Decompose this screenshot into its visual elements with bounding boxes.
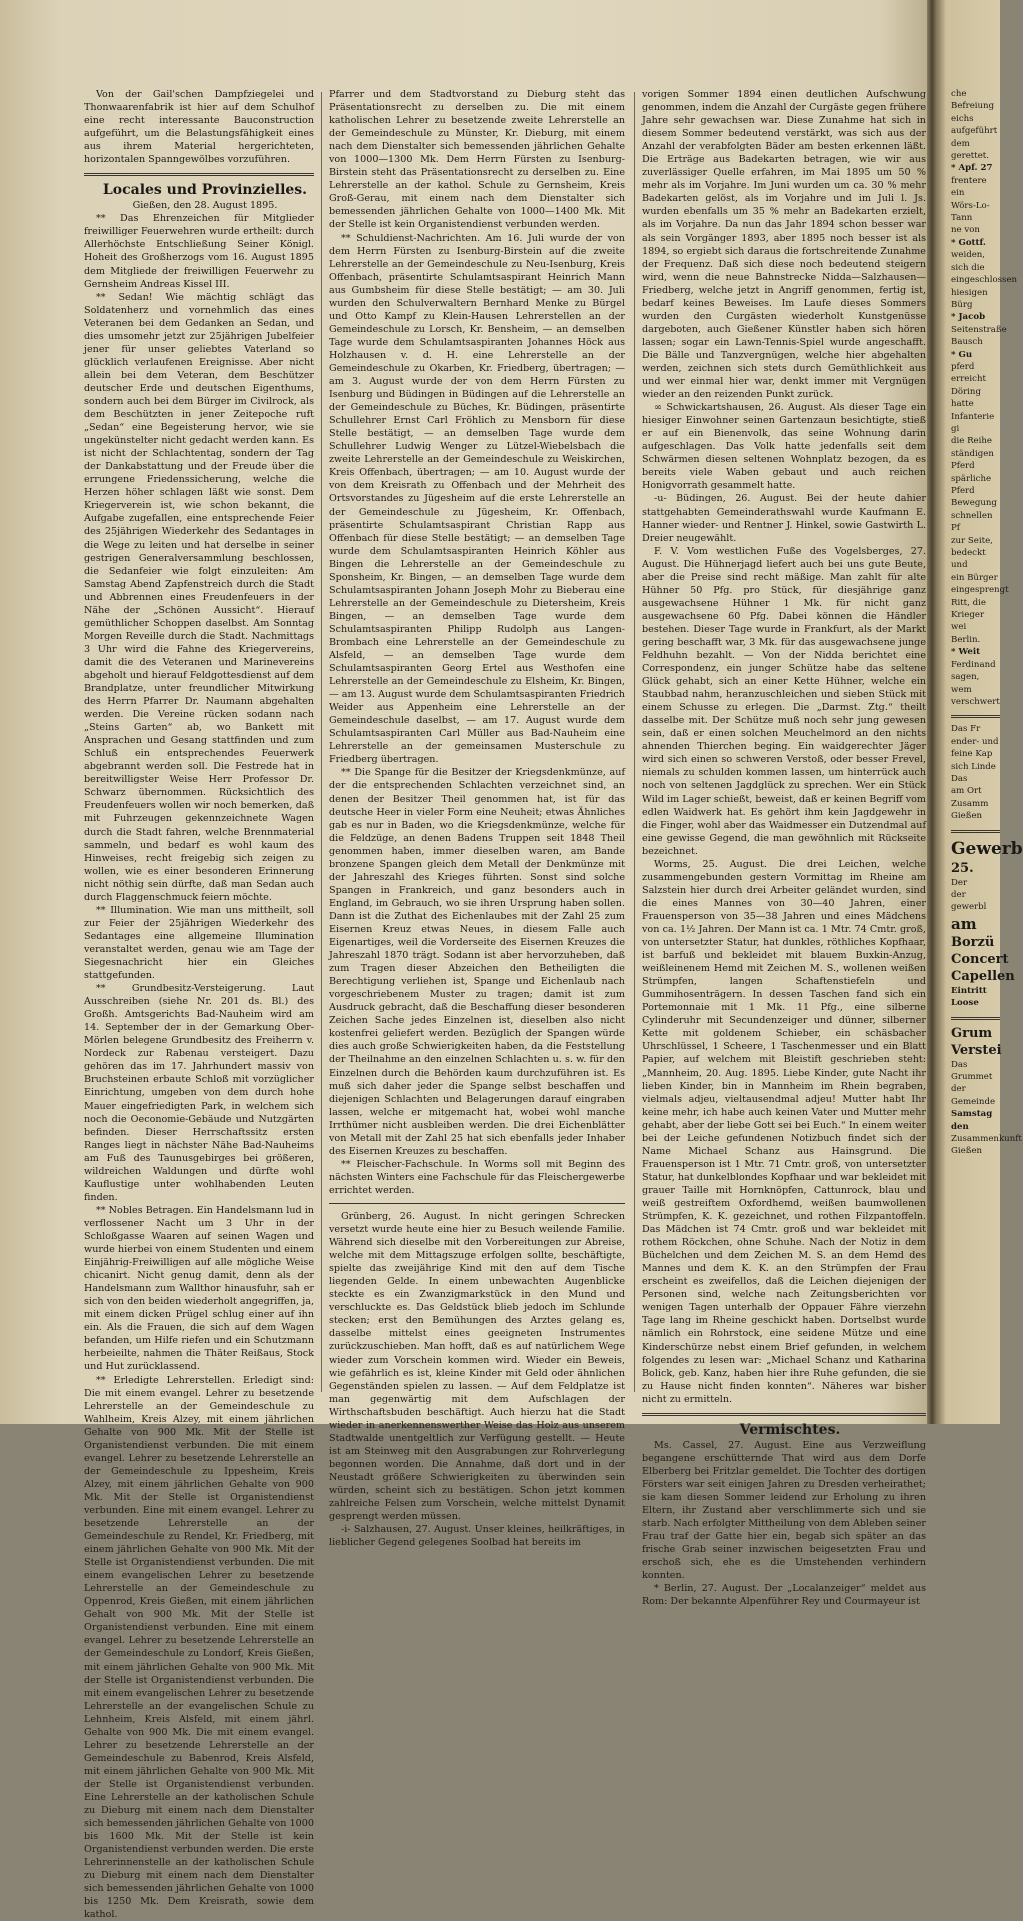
article-cassel: Ms. Cassel, 27. August. Eine aus Verzweiflung begangene erschütternde That wird aus dem Dorfe Elberberg bei Fritzlar gemeldet. Die Tochter des dortigen Försters war seit einigen Jahren zu Dresden verheirathet; sie kam diesen Sommer leidend zur Erholung zu ihren Eltern, ihr Zustand aber verschlimmerte sich und sie starb. Nach erfolgter Mittheilung von dem Ableben seiner Frau traf der Gatte hier ein, begab sich später an das frische Grab seiner inzwischen beigesetzten Frau und erschoß sich, ehe es die Umstehenden verhindern konnten. bbox=[642, 1439, 926, 1583]
fragment-line: ne von bbox=[951, 224, 1000, 236]
fragment-line: * Weit bbox=[951, 646, 1000, 658]
ad-heading: Verstei bbox=[951, 1042, 1000, 1059]
fragment-line: Samstag den bbox=[951, 1108, 1000, 1133]
article-salzhausen-cont: vorigen Sommer 1894 einen deutlichen Aufschwung genommen, indem die Anzahl der Curgäste gegen frühere Jahre sehr gewachsen war. Diese Zunahme hat sich in diesem Sommer bedeutend verstärkt, was sich aus der Anzahl der verabfolgten Bäder am besten erkennen läßt. Die Erträge aus Badekarten betragen, wie wir aus zuverlässiger Quelle erfahren, im Mai 1895 um 50 % mehr als im Vorjahre. Im Juni wurden um ca. 30 % mehr Badekarten gelöst, als im Vorjahre und im Juli l. Js. wurden ebenfalls um 35 % mehr an Badekarten erzielt, als im Vorjahre. Da nun das Jahr 1894 schon besser war als sein Vorgänger 1893, aber 1895 noch besser ist als 1894, so ergiebt sich daraus die fortschreitende Zunahme der Frequenz. Daß sich diese noch bedeutend steigern wird, wenn die neue Bahnstrecke Nidda—Salzhausen—Friedberg, welche jetzt in Angriff genommen, fertig ist, bedarf keines Beweises. Im Laufe dieses Sommers wurden den Curgästen wiederholt Kunstgenüsse dargeboten, auch Gießener Künstler haben sich hören lassen; sogar ein Lawn-Tennis-Spiel wurde angeschafft. Die Bälle und Tanzvergnügen, welche hier abgehalten werden, zeichnen sich stets durch Gemüthlichkeit aus und wer einmal hier war, denkt immer mit Vergnügen wieder an den reizenden Punkt zurück. bbox=[642, 88, 926, 401]
ad-rule bbox=[951, 830, 1000, 833]
fragment-line: sagen, wem bbox=[951, 671, 1000, 696]
fragment-line: eichs aufgeführt bbox=[951, 113, 1000, 138]
fragment-line: feine Kap bbox=[951, 748, 1000, 760]
fragment-line: schnellen Pf bbox=[951, 510, 1000, 535]
fragment-line: ender- und bbox=[951, 736, 1000, 748]
article-lehrerstellen-cont: Pfarrer und dem Stadtvorstand zu Dieburg steht das Präsentationsrecht zu derselben zu. Die mit einem katholischen Lehrer zu besetzende zweite Lehrerstelle an der Gemeindeschule zu Münster, Kr. Dieburg, mit einem nach dem Dienstalter sich bemessenden jährlichen Gehalte von 1000—1300 Mk. Dem Herrn Fürsten zu Isenburg-Birstein steht das Präsentationsrecht zu derselben zu. Eine Lehrerstelle an der kathol. Schule zu Gernsheim, Kreis Groß-Gerau, mit einem nach dem Dienstalter sich bemessenden jährlichen Gehalte von 1000—1400 Mk. Mit der Stelle ist kein Organistendienst verbunden werden. bbox=[329, 88, 625, 232]
fragment-line: weiden, sich die bbox=[951, 249, 1000, 274]
ad-heading: Capellen bbox=[951, 968, 1000, 985]
article-buedingen: -u- Büdingen, 26. August. Bei der heute dahier stattgehabten Gemeinderathswahl wurde Kaufmann E. Hanner wieder- und Rentner J. Hinkel, sowie Gastwirth L. Dreier neugewählt. bbox=[642, 492, 926, 544]
fragment-line: Döring hatte bbox=[951, 386, 1000, 411]
fragment-line: bedeckt und bbox=[951, 547, 1000, 572]
ad-heading: Borzü bbox=[951, 934, 1000, 951]
section-title-vermischtes: Vermischtes. bbox=[642, 1421, 926, 1439]
fragment-line: eingeschlossen bbox=[951, 274, 1000, 286]
article-gail-ziegelei: Von der Gail'schen Dampfziegelei und Thonwaarenfabrik ist hier auf dem Schulhof eine recht interessante Bauconstruction aufgeführt, um die Belastungsfähigkeit eines aus ihrem Material hergerichteten, horizontalen Spanngewölbes vorzuführen. bbox=[84, 88, 314, 166]
article-salzhausen: -i- Salzhausen, 27. August. Unser kleines, heilkräftiges, in lieblicher Gegend gelegenes Soolbad hat bereits im bbox=[329, 1523, 625, 1549]
article-schuldienst: ** Schuldienst-Nachrichten. Am 16. Juli wurde der von dem Herrn Fürsten zu Isenburg-Birstein auf die zweite Lehrerstelle an der Gemeindeschule zu Neu-Isenburg, Kreis Offenbach, präsentirte Schulamtsaspirant Heinrich Mann aus Gumbsheim für diese Stelle bestätigt; — am 30. Juli wurden den Schulverwaltern Bernhard Menke zu Bürgel und Otto Kampf zu Klein-Hausen Lehrerstellen an der Gemeindeschule zu Lorsch, Kr. Bensheim, — an demselben Tage wurde dem Schulamtsaspiranten Johannes Höck aus Holzhausen v. d. H. eine Lehrerstelle an der Gemeindeschule zu Okarben, Kr. Friedberg, übertragen; — am 3. August wurde der von dem Herrn Fürsten zu Isenburg und Büdingen in Büdingen auf die Lehrerstelle an der Gemeindeschule zu Büches, Kr. Büdingen, präsentirte Schullehrer Ernst Carl Fröhlich zu Mensborn für diese Stelle bestätigt, — an demselben Tage wurde dem Schullehrer Ludwig Wenger zu Lützel-Wiebelsbach die zweite Lehrerstelle an der Gemeindeschule zu Weiskirchen, Kreis Offenbach, übertragen; — am 10. August wurde der von dem Kreisrath zu Offenbach und der Mehrheit des Ortsvorstandes zu Jügesheim auf die erste Lehrerstelle an der Gemeindeschule zu Jügesheim, Kr. Offenbach, präsentirte Schulamtsaspirant Christian Rapp aus Offenbach für diese Stelle bestätigt; — an demselben Tage wurde dem Schulamtsaspiranten Heinrich Köhler aus Bingen die Lehrerstelle an der Gemeindeschule zu Sponsheim, Kr. Bingen, — an demselben Tage wurde dem Schulamtsaspiranten Johann Joseph Mohr zu Bieberau eine Lehrerstelle an der Gemeindeschule zu Dietersheim, Kreis Bingen, — an demselben Tage wurde dem Schulamtsaspiranten Philipp Rudolph aus Langen-Brombach eine Lehrerstelle an der Gemeindeschule zu Alsfeld, — an demselben Tage wurde dem Schulamtsaspiranten Georg Ertel aus Westhofen eine Lehrerstelle an der Gemeindeschule zu Elsheim, Kr. Bingen, — am 13. August wurde dem Schulamtsaspiranten Friedrich Weider aus Appenheim eine Lehrerstelle an der Gemeindeschule daselbst, — am 17. August wurde dem Schulamtsaspiranten Carl Müller aus Bad-Nauheim eine Lehrerstelle an der gemeinsamen Musterschule zu Friedberg übertragen. bbox=[329, 232, 625, 767]
fragment-line: zur Seite, bbox=[951, 535, 1000, 547]
column-1 bbox=[84, 88, 314, 1398]
fragment-line: * Apf. 27 bbox=[951, 162, 1000, 174]
fragment-line: Krieger wei bbox=[951, 609, 1000, 634]
fragment-line: sich Linde bbox=[951, 761, 1000, 773]
section-title-locales: Locales und Provinzielles. bbox=[84, 181, 314, 199]
dateline: Gießen, den 28. August 1895. bbox=[84, 199, 314, 212]
fragment-line: dem gerettet. bbox=[951, 138, 1000, 163]
fragment-line: Ferdinand bbox=[951, 659, 1000, 671]
article-illumination: ** Illumination. Wie man uns mittheilt, soll zur Feier der 25jährigen Wiederkehr des Sedantages eine allgemeine Illumination veranstaltet werden, genau wie am Tage der Siegesnachricht hier ein Gleiches stattgefunden. bbox=[84, 904, 314, 982]
fragment-line: * Jacob bbox=[951, 311, 1000, 323]
fragment-line: hiesigen Bürg bbox=[951, 287, 1000, 312]
article-gruenberg: Grünberg, 26. August. In nicht geringen Schrecken versetzt wurde heute eine hier zu Besuch weilende Familie. Während sich dieselbe mit den Vorbereitungen zur Abreise, welche mit dem Mittagszuge erfolgen sollte, beschäftigte, spielte das zweijährige Kind mit den auf dem Tische liegenden Gelde. In einem unbewachten Augenblicke steckte es ein Zwanzigmarkstück in den Mund und verschluckte es. Das Geldstück blieb jedoch im Schlunde stecken; erst den Bemühungen des Arztes gelang es, dasselbe mittelst eines geeigneten Instrumentes zurückzuschieben. Man hofft, daß es auf natürlichem Wege wieder zum Vorschein kommen wird. Wieder ein Beweis, wie gefährlich es ist, kleine Kinder mit Geld oder ähnlichen Gegenständen spielen zu lassen. — Auf dem Feldplatze ist man gegenwärtig mit dem Aufschlagen der Wirthschaftsbuden beschäftigt. Auch hierzu hat die Stadt wieder in anerkennenswerther Weise das Holz aus unserem Stadtwalde unentgeltlich zur Verfügung gestellt. — Heute ist am Steinweg mit den Ausgrabungen zur Rohrverlegung begonnen worden. Die Annahme, daß dort und in der Neustadt größere Schwierigkeiten zu überwinden sein würden, scheint sich zu bestätigen. Schon jetzt kommen zahlreiche Felsen zum Vorschein, welche mittelst Dynamit gesprengt werden müssen. bbox=[329, 1210, 625, 1523]
article-rule bbox=[329, 1203, 625, 1204]
section-rule bbox=[84, 173, 314, 176]
fragment-line: der gewerbl bbox=[951, 889, 1000, 914]
column-3 bbox=[642, 88, 926, 1398]
fragment-line: Wörs-Lo-Tann bbox=[951, 200, 1000, 225]
fragment-line: Infanterie gi bbox=[951, 411, 1000, 436]
fragment-line: die Reihe bbox=[951, 435, 1000, 447]
fragment-line: ständigen Pferd bbox=[951, 448, 1000, 473]
article-berlin: * Berlin, 27. August. Der „Localanzeiger“ meldet aus Rom: Der bekannte Alpenführer Rey und Courmayeur ist bbox=[642, 1582, 926, 1608]
fragment-line: * Gu bbox=[951, 349, 1000, 361]
fragment-line: Seitenstraße bbox=[951, 324, 1000, 336]
fragment-line: Gießen bbox=[951, 1145, 1000, 1157]
fragment-line: spärliche Pferd bbox=[951, 473, 1000, 498]
fragment-line: am Ort bbox=[951, 785, 1000, 797]
article-nobles-betragen: ** Nobles Betragen. Ein Handelsmann lud in verflossener Nacht um 3 Uhr in der Schloßgasse Waaren auf seinen Wagen und wurde hierbei von einem Studenten und einem Einjährig-Freiwilligen auf alle mögliche Weise chicanirt. Nicht genug damit, denn als der Handelsmann zum Wallthor hinausfuhr, sah er sich von den beiden wiederholt angegriffen, ja, mit einem dicken Prügel schlug einer auf ihn ein. Als die Frauen, die sich auf dem Wagen befanden, um Hilfe riefen und ein Schutzmann herbeieilte, nahmen die Thäter Reißaus, Stock und Hut zurücklassend. bbox=[84, 1204, 314, 1374]
ad-heading: Gewerb bbox=[951, 838, 1000, 860]
fragment-line: Zusamm bbox=[951, 798, 1000, 810]
fragment-line: * Gottf. bbox=[951, 237, 1000, 249]
article-worms: Worms, 25. August. Die drei Leichen, welche zusammengebunden gestern Vormittag im Rheine am Salzstein hier durch drei Arbeiter geländet wurden, sind die eines Mannes von 30—40 Jahren, einer Frauensperson von 35—38 Jahren und eines Mädchens von ca. 1½ Jahren. Der Mann ist ca. 1 Mtr. 74 Cmtr. groß, von untersetzter Statur, hat dunkles, röthliches Kopfhaar, ist barfuß und bekleidet mit blauem Buxkin-Anzug, weißleinenem Hemd mit Zeichen M. S., wollenen weißen Strümpfen, langen Schaftenstiefeln und Gummihosenträgern. In dessen Taschen fand sich ein Portemonnaie mit 1 Mk. 11 Pfg., eine silberne Cylinderuhr mit Secundenzeiger und dünner, silberner Kette mit goldenem Schieber, ein schäsbacher Uhrschlüssel, 1 Scheere, 1 Taschenmesser und ein Blatt Papier, auf welchem mit Bleistift geschrieben steht: „Mannheim, 20. Aug. 1895. Liebe Kinder, gute Nacht ihr lieben Kinder, bin in Mannheim im Rhein begraben, vielmals adjeu, vieltausendmal adjeu! Mutter habt Ihr keine mehr, ich habe auch keinen Vater und Mutter mehr gehabt, aber der liebe Gott sei bei Euch.“ In einem weiter bei der Leiche gefundenen Notizbuch findet sich der Name Michael Schanz aus Hainsgrund. Die Frauensperson ist 1 Mtr. 71 Cmtr. groß, von untersetzter Statur, hat dunkelblondes Kopfhaar und war bekleidet mit grauer Taille mit Hornknöpfen, Cattunrock, blau und weiß gestreiftem Oxfordhemd, weißen baumwollenen Strümpfen, K. K. gezeichnet, und rothen Filzpantoffeln. Das Mädchen ist 74 Cmtr. groß und war bekleidet mit rothem Röckchen, ohne Schuhe. Nach der Notiz in dem Büchelchen und dem Zeichen M. S. an dem Hemd des Mannes und dem K. K. an den Strümpfen der Frau erscheint es zweifellos, daß die Leichen diejenigen der Personen sind, welche nach Zeitungsberichten vor wenigen Tagen unterhalb der Oppauer Fähre vierzehn Tage lang im Rheine geschickt haben. Dortselbst wurde nämlich ein Rohrstock, eine seidene Mütze und eine Kinderschürze nebst einem Brief gefunden, in welchem folgendes zu lesen war: „Michael Schanz und Katharina Bolick, geb. Kanz, haben hier ihre Ruhe gefunden, die sie zu Hause nicht finden konnten“. Näheres war bisher nicht zu ermitteln. bbox=[642, 858, 926, 1406]
column-divider bbox=[321, 92, 322, 1392]
fragment-line: eingesprengt bbox=[951, 584, 1000, 596]
column-2 bbox=[329, 88, 625, 1398]
column-divider bbox=[634, 92, 635, 1392]
page-binding-gutter bbox=[927, 0, 937, 1424]
fragment-line: frentere ein bbox=[951, 175, 1000, 200]
article-schwickartshausen: ∞ Schwickartshausen, 26. August. Als dieser Tage ein hiesiger Einwohner seinen Gartenzaun besichtigte, stieß er auf ein Bienenvolk, das seine Wohnung darin aufgeschlagen. Das Volk hatte jedenfalls seit dem Schwärmen diesen seltenen Wohnplatz bezogen, da es bereits viele Waben gebaut und auch reichen Honigvorrath gesammelt hatte. bbox=[642, 401, 926, 492]
fragment-line: pferd erreicht bbox=[951, 361, 1000, 386]
article-ehrenzeichen: ** Das Ehrenzeichen für Mitglieder freiwilliger Feuerwehren wurde ertheilt: durch Allerhöchste Entschließung Seiner Königl. Hoheit des Großherzogs vom 16. August 1895 dem Mitgliede der freiwilligen Feuerwehr zu Gernsheim Andreas Kissel III. bbox=[84, 212, 314, 290]
fragment-line: Berlin. bbox=[951, 634, 1000, 646]
fragment-line: che Befreiung bbox=[951, 88, 1000, 113]
article-lehrerstellen: ** Erledigte Lehrerstellen. Erledigt sind: Die mit einem evangel. Lehrer zu besetzende Lehrerstelle an der Gemeindeschule zu Wahlheim, Kreis Alzey, mit einem jährlichen Gehalte von 900 Mk. Mit der Stelle ist Organistendienst verbunden. Die mit einem evangel. Lehrer zu besetzende Lehrerstelle an der Gemeindeschule zu Ippesheim, Kreis Alzey, mit einem jährlichen Gehalte von 900 Mk. Mit der Stelle ist Organistendienst verbunden. Eine mit einem evangel. Lehrer zu besetzende Lehrerstelle an der Gemeindeschule zu Rendel, Kr. Friedberg, mit einem jährlichen Gehalte von 900 Mk. Mit der Stelle ist Organistendienst verbunden. Die mit einem evangelischen Lehrer zu besetzende Lehrerstelle an der Gemeindeschule zu Oppenrod, Kreis Gießen, mit einem jährlichen Gehalt von 900 Mk. Mit der Stelle ist Organistendienst verbunden. Eine mit einem evangel. Lehrer zu besetzende Lehrerstelle an der Gemeindeschule zu Londorf, Kreis Gießen, mit einem jährlichen Gehalte von 900 Mk. Mit der Stelle ist Organistendienst verbunden. Die mit einem evangelischen Lehrer zu besetzende Lehrerstelle an der evangelischen Schule zu Lehnheim, Kreis Alsfeld, mit einem jährl. Gehalte von 900 Mk. Die mit einem evangel. Lehrer zu besetzende Lehrerstelle an der Gemeindeschule zu Babenrod, Kreis Alsfeld, mit einem jährlichen Gehalte von 900 Mk. Mit der Stelle ist Organistendienst verbunden. Eine Lehrerstelle an der katholischen Schule zu Dieburg mit einem nach dem Dienstalter sich bemessenden jährlichen Gehalte von 1000 bis 1600 Mk. Mit der Stelle ist kein Organistendienst verbunden werden. Die erste Lehrerinnenstelle an der katholischen Schule zu Dieburg mit einem nach dem Dienstalter sich bemessenden jährlichen Gehalte von 1000 bis 1250 Mk. Dem Kreisrath, sowie dem kathol. bbox=[84, 1374, 314, 1921]
fragment-line: Der bbox=[951, 877, 1000, 889]
fragment-line: Das Grummet bbox=[951, 1059, 1000, 1084]
ad-rule bbox=[951, 1017, 1000, 1020]
fragment-line: Ritt, die bbox=[951, 597, 1000, 609]
ad-heading: Concert bbox=[951, 951, 1000, 968]
fragment-line: ein Bürger bbox=[951, 572, 1000, 584]
article-sedan: ** Sedan! Wie mächtig schlägt das Soldatenherz und vornehmlich das eines Veteranen bei dem Gedanken an Sedan, und dies umsomehr jetzt zur 25jährigen Jubelfeier jener für unser geliebtes Vaterland so glücklich verlaufenen Ereignisse. Aber nicht allein bei dem Veteran, dem Beschützer deutscher Erde und deutschen Eigenthums, sondern auch bei dem Bürger im Civilrock, als dem Beschützten in jener Zeitepoche ruft „Sedan“ eine Begeisterung hervor, wie sie ungekünstelter nicht gedacht werden kann. Es ist nicht der Schlachtentag, sondern der Tag der Dankabstattung und der Freude über die errungene Friedenssicherung, welche die Herzen höher schlagen läßt wie sonst. Dem Kriegerverein ist, wie schon bekannt, die Aufgabe zugefallen, eine entsprechende Feier des 25jährigen Wiederkehr des Sedantages in die Wege zu leiten und hat derselbe in seiner gestrigen Generalversammlung beschlossen, die Sedanfeier wie folgt einzuleiten: Am Samstag Abend Zapfenstreich durch die Stadt und Abbrennen eines Freudenfeuers in der Nähe der „Schönen Aussicht“. Hierauf gemüthlicher Schoppen daselbst. Am Sonntag Morgen Reveille durch die Stadt. Nachmittags 3 Uhr wird die Fahne des Kriegervereins, damit die des Veteranen und Marinevereins abgeholt und hierauf Feldgottesdienst auf dem Brandplatze, unter freundlicher Mitwirkung des Herrn Pfarrer Dr. Naumann abgehalten werden. Die Vereine rücken sodann nach „Steins Garten“ ab, wo Bankett mit Ansprachen und Gesang stattfinden und zum Schluß ein entsprechendes Feuerwerk abgebrannt werden soll. Die Festrede hat in bereitwilligster Weise Herr Professor Dr. Schwarz übernommen. Rücksichtlich des Freudenfeuers wollen wir noch bemerken, daß mit Fuhrzeugen gekennzeichnete Wagen durch die Stadt fahren, welche Brennmaterial sammeln, und bedarf es wohl kaum des Hinweises, recht freigebig sich zeigen zu wollen, wie es einer besonderen Erinnerung nicht nöthig sein dürfte, daß man Sedan auch durch Flaggenschmuck feiern möchte. bbox=[84, 291, 314, 904]
fragment-line: Eintritt bbox=[951, 985, 1000, 997]
article-grundbesitz: ** Grundbesitz-Versteigerung. Laut Ausschreiben (siehe Nr. 201 ds. Bl.) des Großh. Amtsgerichts Bad-Nauheim wird am 14. September der in der Gemarkung Ober-Mörlen belegene Grundbesitz des Freiherrn v. Nordeck zur Rabenau versteigert. Dazu gehören das im 17. Jahrhundert massiv von Bruchsteinen erbaute Schloß mit vorzüglicher Einrichtung, umgeben von dem durch hohe Mauer eingefriedigten Park, in welchem sich noch die Oeconomie-Gebäude und Nutzgärten befinden. Dieser Herrschaftssitz ersten Ranges liegt in nächster Nähe Bad-Nauheims am Fuß des Taunusgebirges bei größeren, wildreichen Waldungen und dürfte wohl Kauflustige unter wohlhabenden Leuten finden. bbox=[84, 982, 314, 1204]
fragment-line: Gießen bbox=[951, 810, 1000, 822]
fragment-line: Zusammenkunft bbox=[951, 1133, 1000, 1145]
fragment-line: Das bbox=[951, 773, 1000, 785]
column-4-adjacent-page bbox=[951, 88, 1000, 1418]
ad-date: 25. bbox=[951, 860, 1000, 877]
fragment-line: Bausch bbox=[951, 336, 1000, 348]
fragment-line: der Gemeinde bbox=[951, 1083, 1000, 1108]
fragment-line: Loose bbox=[951, 997, 1000, 1009]
fragment-line: Bewegung bbox=[951, 497, 1000, 509]
ad-rule bbox=[951, 715, 1000, 718]
fragment-line: Das Fr bbox=[951, 723, 1000, 735]
article-spange: ** Die Spange für die Besitzer der Kriegsdenkmünze, auf der die entsprechenden Schlachten verzeichnet sind, an denen der Besitzer Theil genommen hat, ist für das deutsche Heer in vieler Form eine Neuheit; etwas Ähnliches gab es nur in Baden, wo die Kriegsdenkmünze, welche für die Feldzüge, an denen Badens Truppen seit 1848 Theil genommen haben, immer dieselben waren, am Bande bronzene Spangen gleich dem Metall der Denkmünze mit der Jahreszahl des Krieges führten. Sonst sind solche Spangen in Frankreich, und ganz besonders auch in England, im Gebrauch, wo sie ihren Ursprung haben sollen. Dann ist die Zuthat des Eichenlaubes mit der Zahl 25 zum Eisernen Kreuz etwas Neues, in diesem Falle auch Eigenartiges, weil die Vorderseite des Eisernen Kreuzes die Jahreszahl 1870 trägt. Sodann ist aber hervorzuheben, daß zum Tragen dieser Abzeichen den Betheiligten die Berechtigung verliehen ist, Spange und Eichenlaub nach vorgeschriebenem Muster zu tragen; damit ist zum Ausdruck gebracht, daß die Beschaffung dieser besonderen Zeichen Sache jedes Einzelnen ist, dieselben also nicht kostenfrei geliefert werden. Bezüglich der Spangen würde dies auch große Schwierigkeiten haben, da die Feststellung der Theilnahme an den einzelnen Schlachten u. s. w. für den Einzelnen durch die Behörden kaum durchzuführen ist. Es muß sich daher jeder die Spange selbst beschaffen und diejenigen Schlachten und Belagerungen darauf eingraben lassen, welche er mitgemacht hat, wobei wohl manche Irrthümer nicht ausbleiben werden. Die drei Eichenblätter von Metall mit der Zahl 25 hat sich ebenfalls jeder Inhaber des Eisernen Kreuzes zu beschaffen. bbox=[329, 766, 625, 1157]
ad-heading: am bbox=[951, 914, 1000, 934]
section-rule bbox=[642, 1413, 926, 1416]
ad-heading: Grum bbox=[951, 1025, 1000, 1042]
article-fleischer: ** Fleischer-Fachschule. In Worms soll mit Beginn des nächsten Winters eine Fachschule für das Fleischergewerbe errichtet werden. bbox=[329, 1158, 625, 1197]
article-vogelsberg: F. V. Vom westlichen Fuße des Vogelsberges, 27. August. Die Hühnerjagd liefert auch bei uns gute Beute, aber die Preise sind recht mäßige. Man zahlt für alte Hühner 50 Pfg. pro Stück, für diesjährige ganz ausgewachsene Hühner 1 Mk. für nicht ganz ausgewachsene 60 Pfg. Dabei können die Händler bestehen. Dieser Tage wurde in Frankfurt, als der Markt gering beschafft war, 3 Mk. für das ausgewachsene junge Feldhuhn bezahlt. — Von der Nidda berichtet eine Correspondenz, ein junger Schütze habe das seltene Glück gehabt, sich an einer Kette Hühner, welche ein Staubbad nahm, heranzuschleichen und sieben Stück mit einem Schusse zu erlegen. Die „Darmst. Ztg.“ theilt dasselbe mit. Der Schütze muß noch sehr jung gewesen sein, daß er einen solchen Meuchelmord an den nichts ahnenden Thierchen beging. Ein waidgerechter Jäger wird sich einen so schweren Verstoß, oder besser Frevel, niemals zu schulden kommen lassen, um hinterrück auch noch von seltenen Jagdglück zu sprechen. Wer ein Stück Wild im Lager schießt, beweist, daß er keinen Begriff vom edlen Waidwerk hat. Es gehört ihm kein Jagdgewehr in die Finger, wohl aber das Waidmesser ein Dutzendmal auf eine gewisse Gegend, die man gewöhnlich mit Rückseite bezeichnet. bbox=[642, 545, 926, 858]
fragment-line: verschwert bbox=[951, 696, 1000, 708]
